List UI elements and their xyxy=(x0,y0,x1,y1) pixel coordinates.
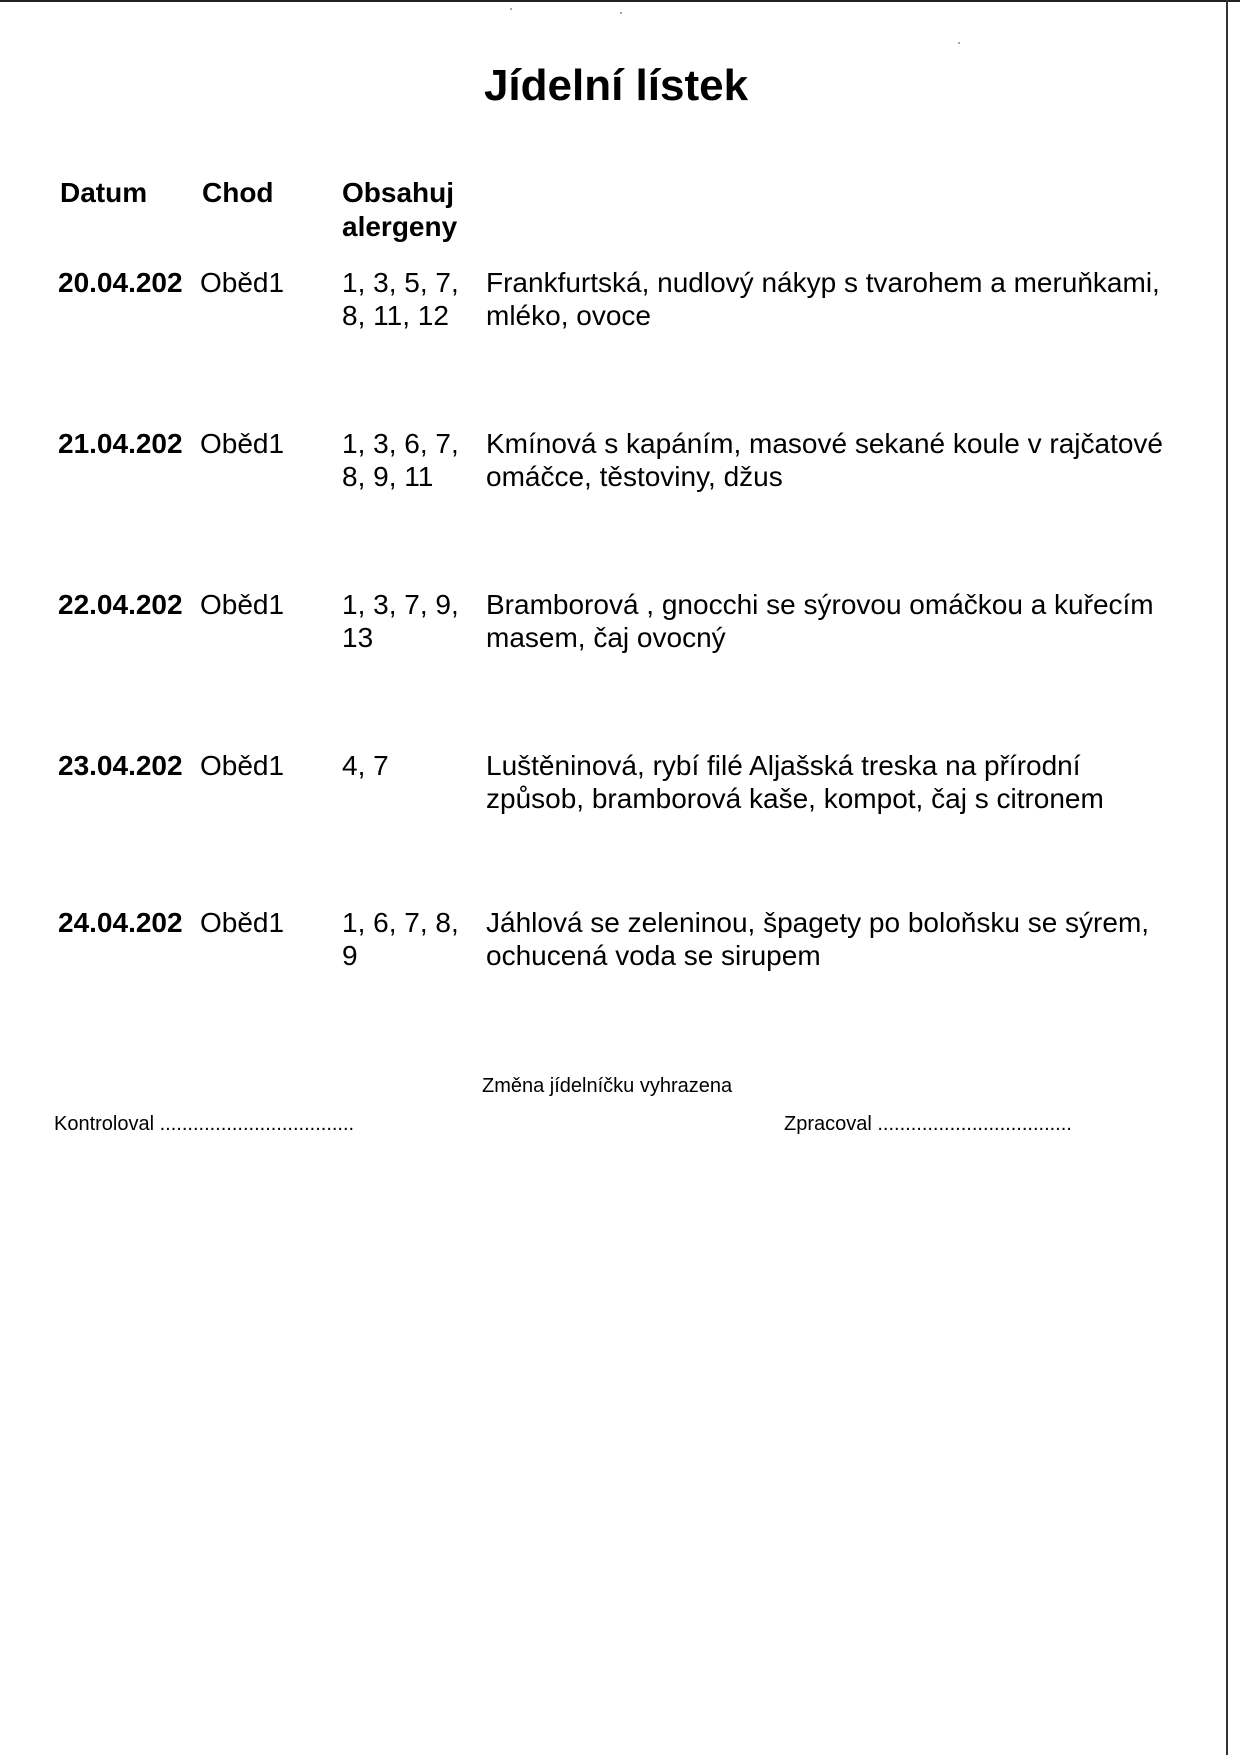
menu-row xyxy=(0,906,1200,986)
row-course: Oběd1 xyxy=(200,428,285,459)
prepared-by-signature-line: Zpracoval ................................... xyxy=(784,1113,1072,1135)
menu-change-note: Změna jídelníčku vyhrazena xyxy=(482,1075,733,1097)
row-dish: Jáhlová se zeleninou, špagety po boloňsku se sýrem, ochucená voda se sirupem xyxy=(486,907,1150,971)
menu-row xyxy=(0,588,1200,668)
row-dish: Luštěninová, rybí filé Aljašská treska na přírodní způsob, bramborová kaše, kompot, čaj s citronem xyxy=(486,750,1104,814)
scan-edge-right xyxy=(1226,0,1228,1755)
row-allergens: 1, 3, 7, 9, 13 xyxy=(342,589,459,653)
row-date: 22.04.202 xyxy=(58,589,183,620)
page-title: Jídelní lístek xyxy=(483,61,749,110)
row-dish: Bramborová , gnocchi se sýrovou omáčkou a kuřecím masem, čaj ovocný xyxy=(486,589,1154,653)
row-date: 24.04.202 xyxy=(58,907,183,938)
row-allergens: 1, 6, 7, 8, 9 xyxy=(342,907,459,971)
header-date: Datum xyxy=(60,177,148,208)
row-course: Oběd1 xyxy=(200,589,285,620)
checked-by-signature-line: Kontroloval ................................... xyxy=(54,1113,355,1135)
row-allergens: 4, 7 xyxy=(342,750,389,781)
row-allergens: 1, 3, 6, 7, 8, 9, 11 xyxy=(342,428,459,492)
menu-row xyxy=(0,266,1200,346)
scan-edge-top xyxy=(0,0,1240,2)
row-course: Oběd1 xyxy=(200,267,285,298)
header-allergens: Obsahuj alergeny xyxy=(342,177,458,242)
header-course: Chod xyxy=(202,177,274,208)
row-course: Oběd1 xyxy=(200,750,285,781)
menu-row xyxy=(0,427,1200,507)
row-dish: Kmínová s kapáním, masové sekané koule v rajčatové omáčce, těstoviny, džus xyxy=(486,428,1164,492)
row-date: 23.04.202 xyxy=(58,750,183,781)
row-allergens: 1, 3, 5, 7, 8, 11, 12 xyxy=(342,267,459,331)
row-course: Oběd1 xyxy=(200,907,285,938)
scan-speck xyxy=(958,42,960,44)
row-date: 20.04.202 xyxy=(58,267,183,298)
scan-speck xyxy=(620,12,622,14)
scan-speck xyxy=(510,8,512,10)
menu-row xyxy=(0,749,1200,829)
row-date: 21.04.202 xyxy=(58,428,183,459)
row-dish: Frankfurtská, nudlový nákyp s tvarohem a meruňkami, mléko, ovoce xyxy=(486,267,1160,331)
